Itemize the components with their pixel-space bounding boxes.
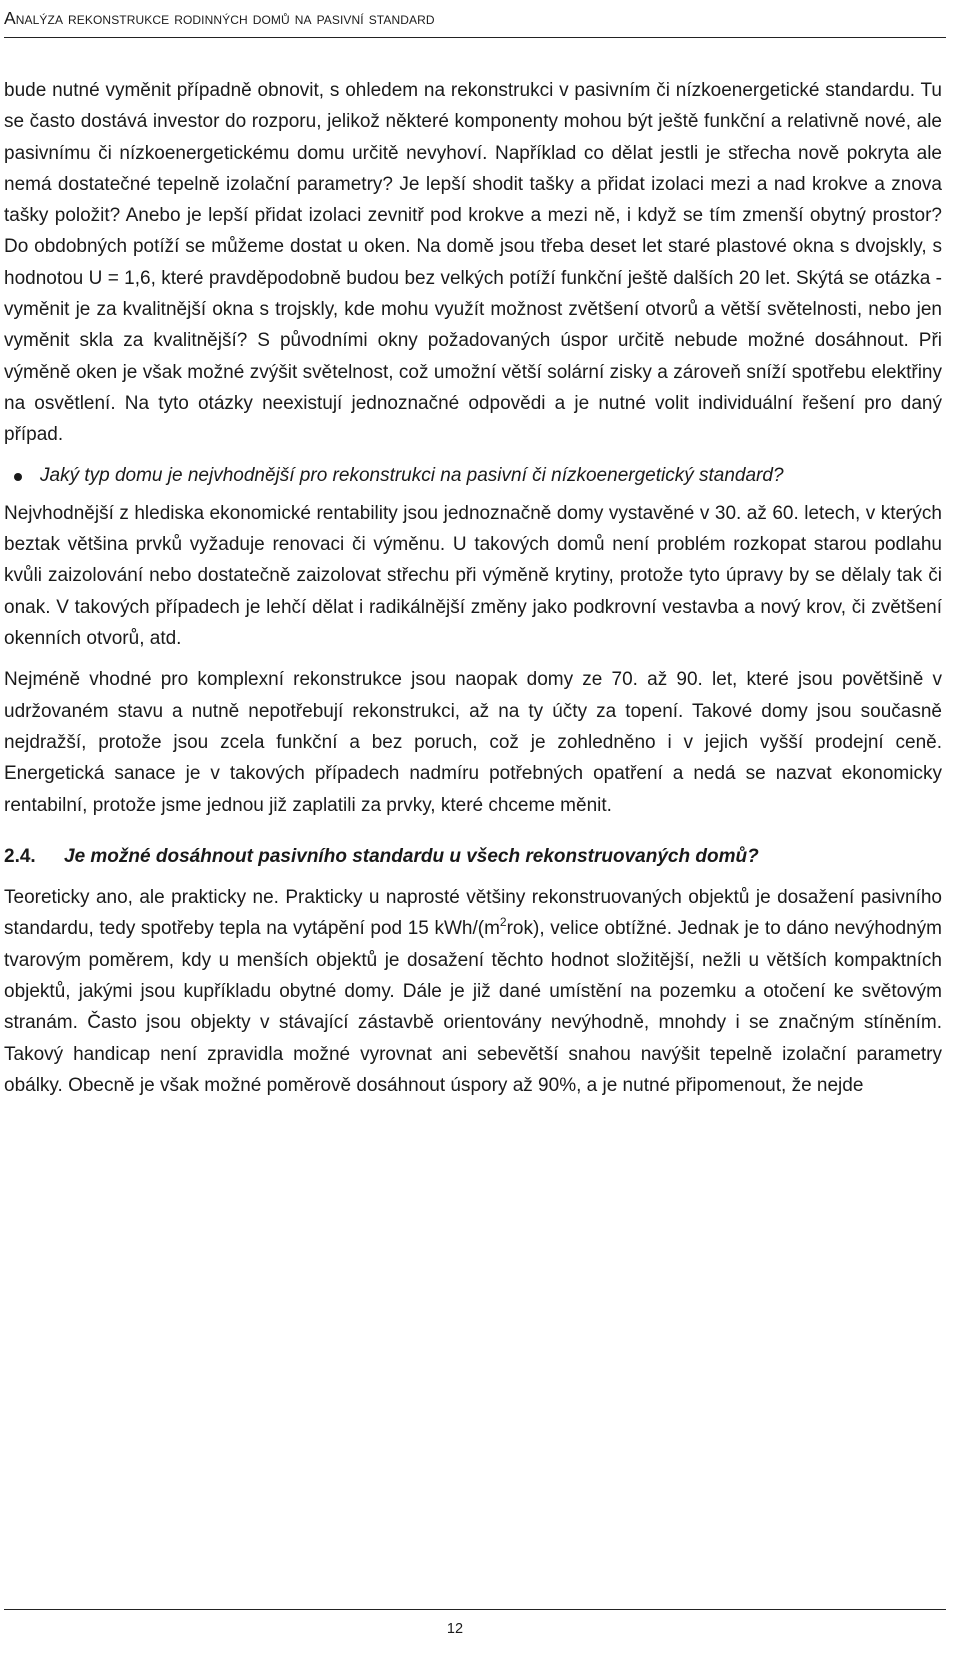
paragraph-4-part-b: rok), velice obtížné. Jednak je to dáno nevýhodným tvarovým poměrem, kdy u menších objektů je dosažení těchto hodnot složitější, nežli u větších kompaktních objektů, jakými jsou kupříkladu obytné domy. Dále je již dané umístění na pozemku a otočení ke světovým stranám. Často jsou objekty v stávající zástavbě orientovány nevýhodně, mnohdy i se značným stíněním. Takový handicap není zpravidla možné vyrovnat ani sebevětší snahou navýšit tepelně izolační parametry obálky. Obecně je však možné poměrově dosáhnout úspory až 90%, a je nutné připomenout, že nejde: [4, 918, 942, 1096]
paragraph-1: bude nutné vyměnit případně obnovit, s ohledem na rekonstrukci v pasivním či nízkoenergetické standardu. Tu se často dostává investor do rozporu, jelikož některé komponenty mohou být ještě funkční a relativně nové, ale pasivnímu či nízkoenergetickému domu určitě nevyhoví. Například co dělat jestli je střecha nově pokryta ale nemá dostatečné tepelně izolační parametry? Je lepší shodit tašky a přidat izolaci mezi a nad krokve a znova tašky položit? Anebo je lepší přidat izolaci zevnitř pod krokve a mezi ně, i když se tím zmenší obytný prostor? Do obdobných potíží se můžeme dostat u oken. Na domě jsou třeba deset let staré plastové okna s dvojskly, s hodnotou U = 1,6, které pravděpodobně budou bez velkých potíží funkční ještě dalších 20 let. Skýtá se otázka - vyměnit je za kvalitnější okna s trojskly, kde mohu využít možnost zvětšení otvorů a větší světelnosti, nebo jen vyměnit skla za kvalitnější? S původními okny požadovaných úspor určitě nebude možné dosáhnout. Při výměně oken je však možné zvýšit světelnost, což umožní větší solární zisky a zároveň sníží spotřebu elektřiny na osvětlení. Na tyto otázky neexistují jednoznačné odpovědi a je nutné volit individuální řešení pro daný případ.: [4, 80, 942, 446]
paragraph-3: Nejméně vhodné pro komplexní rekonstrukce jsou naopak domy ze 70. až 90. let, které jsou povětšině v udržovaném stavu a nutně nepotřebují rekonstrukci, až na ty účty za topení. Takové domy jsou současně nejdražší, protože jsou zcela funkční a bez poruch, což je zohledněno i v jejich vyšší prodejní ceně. Energetická sanace je v takových případech nadmíru potřebných opatření a nedá se nazvat ekonomicky rentabilní, protože jsme jednou již zaplatili za prvky, které chceme měnit.: [4, 669, 942, 816]
section-title: Je možné dosáhnout pasivního standardu u všech rekonstruovaných domů?: [64, 845, 759, 867]
bullet-icon: [14, 473, 22, 481]
superscript-exponent: 2: [499, 915, 507, 930]
document-body: [4, 75, 942, 1101]
running-header: Analýza rekonstrukce rodinných domů na pasivní standard: [4, 8, 435, 28]
bullet-item: [4, 460, 942, 491]
page-number: 12: [446, 1621, 464, 1637]
paragraph-2: Nejvhodnější z hlediska ekonomické rentability jsou jednoznačně domy vystavěné v 30. až 60. letech, v kterých beztak většina prvků vyžaduje renovaci či výměnu. U takových domů není problém rozkopat starou podlahu kvůli zaizolování nebo dostatečně zaizolovat střechu při výměně krytiny, protože tyto úpravy by se dělaly tak či onak. V takových případech je lehčí dělat i radikálnější změny jako podkrovní vestavba a nový krov, či zvětšení okenních otvorů, atd.: [4, 502, 942, 650]
section-number: 2.4.: [4, 845, 36, 867]
paragraph-4: [4, 882, 942, 1101]
paragraph-4-part-a: Teoreticky ano, ale prakticky ne. Prakticky u naprosté většiny rekonstruovaných objektů je dosažení pasivního standardu, tedy spotřeby tepla na vytápění pod 15 kWh/(m: [4, 887, 942, 940]
footer-rule: [4, 1609, 946, 1610]
header-rule: [4, 37, 946, 38]
section-heading: [4, 841, 942, 872]
bullet-question: Jaký typ domu je nejvhodnější pro rekonstrukci na pasivní či nízkoenergetický standard?: [40, 464, 784, 486]
